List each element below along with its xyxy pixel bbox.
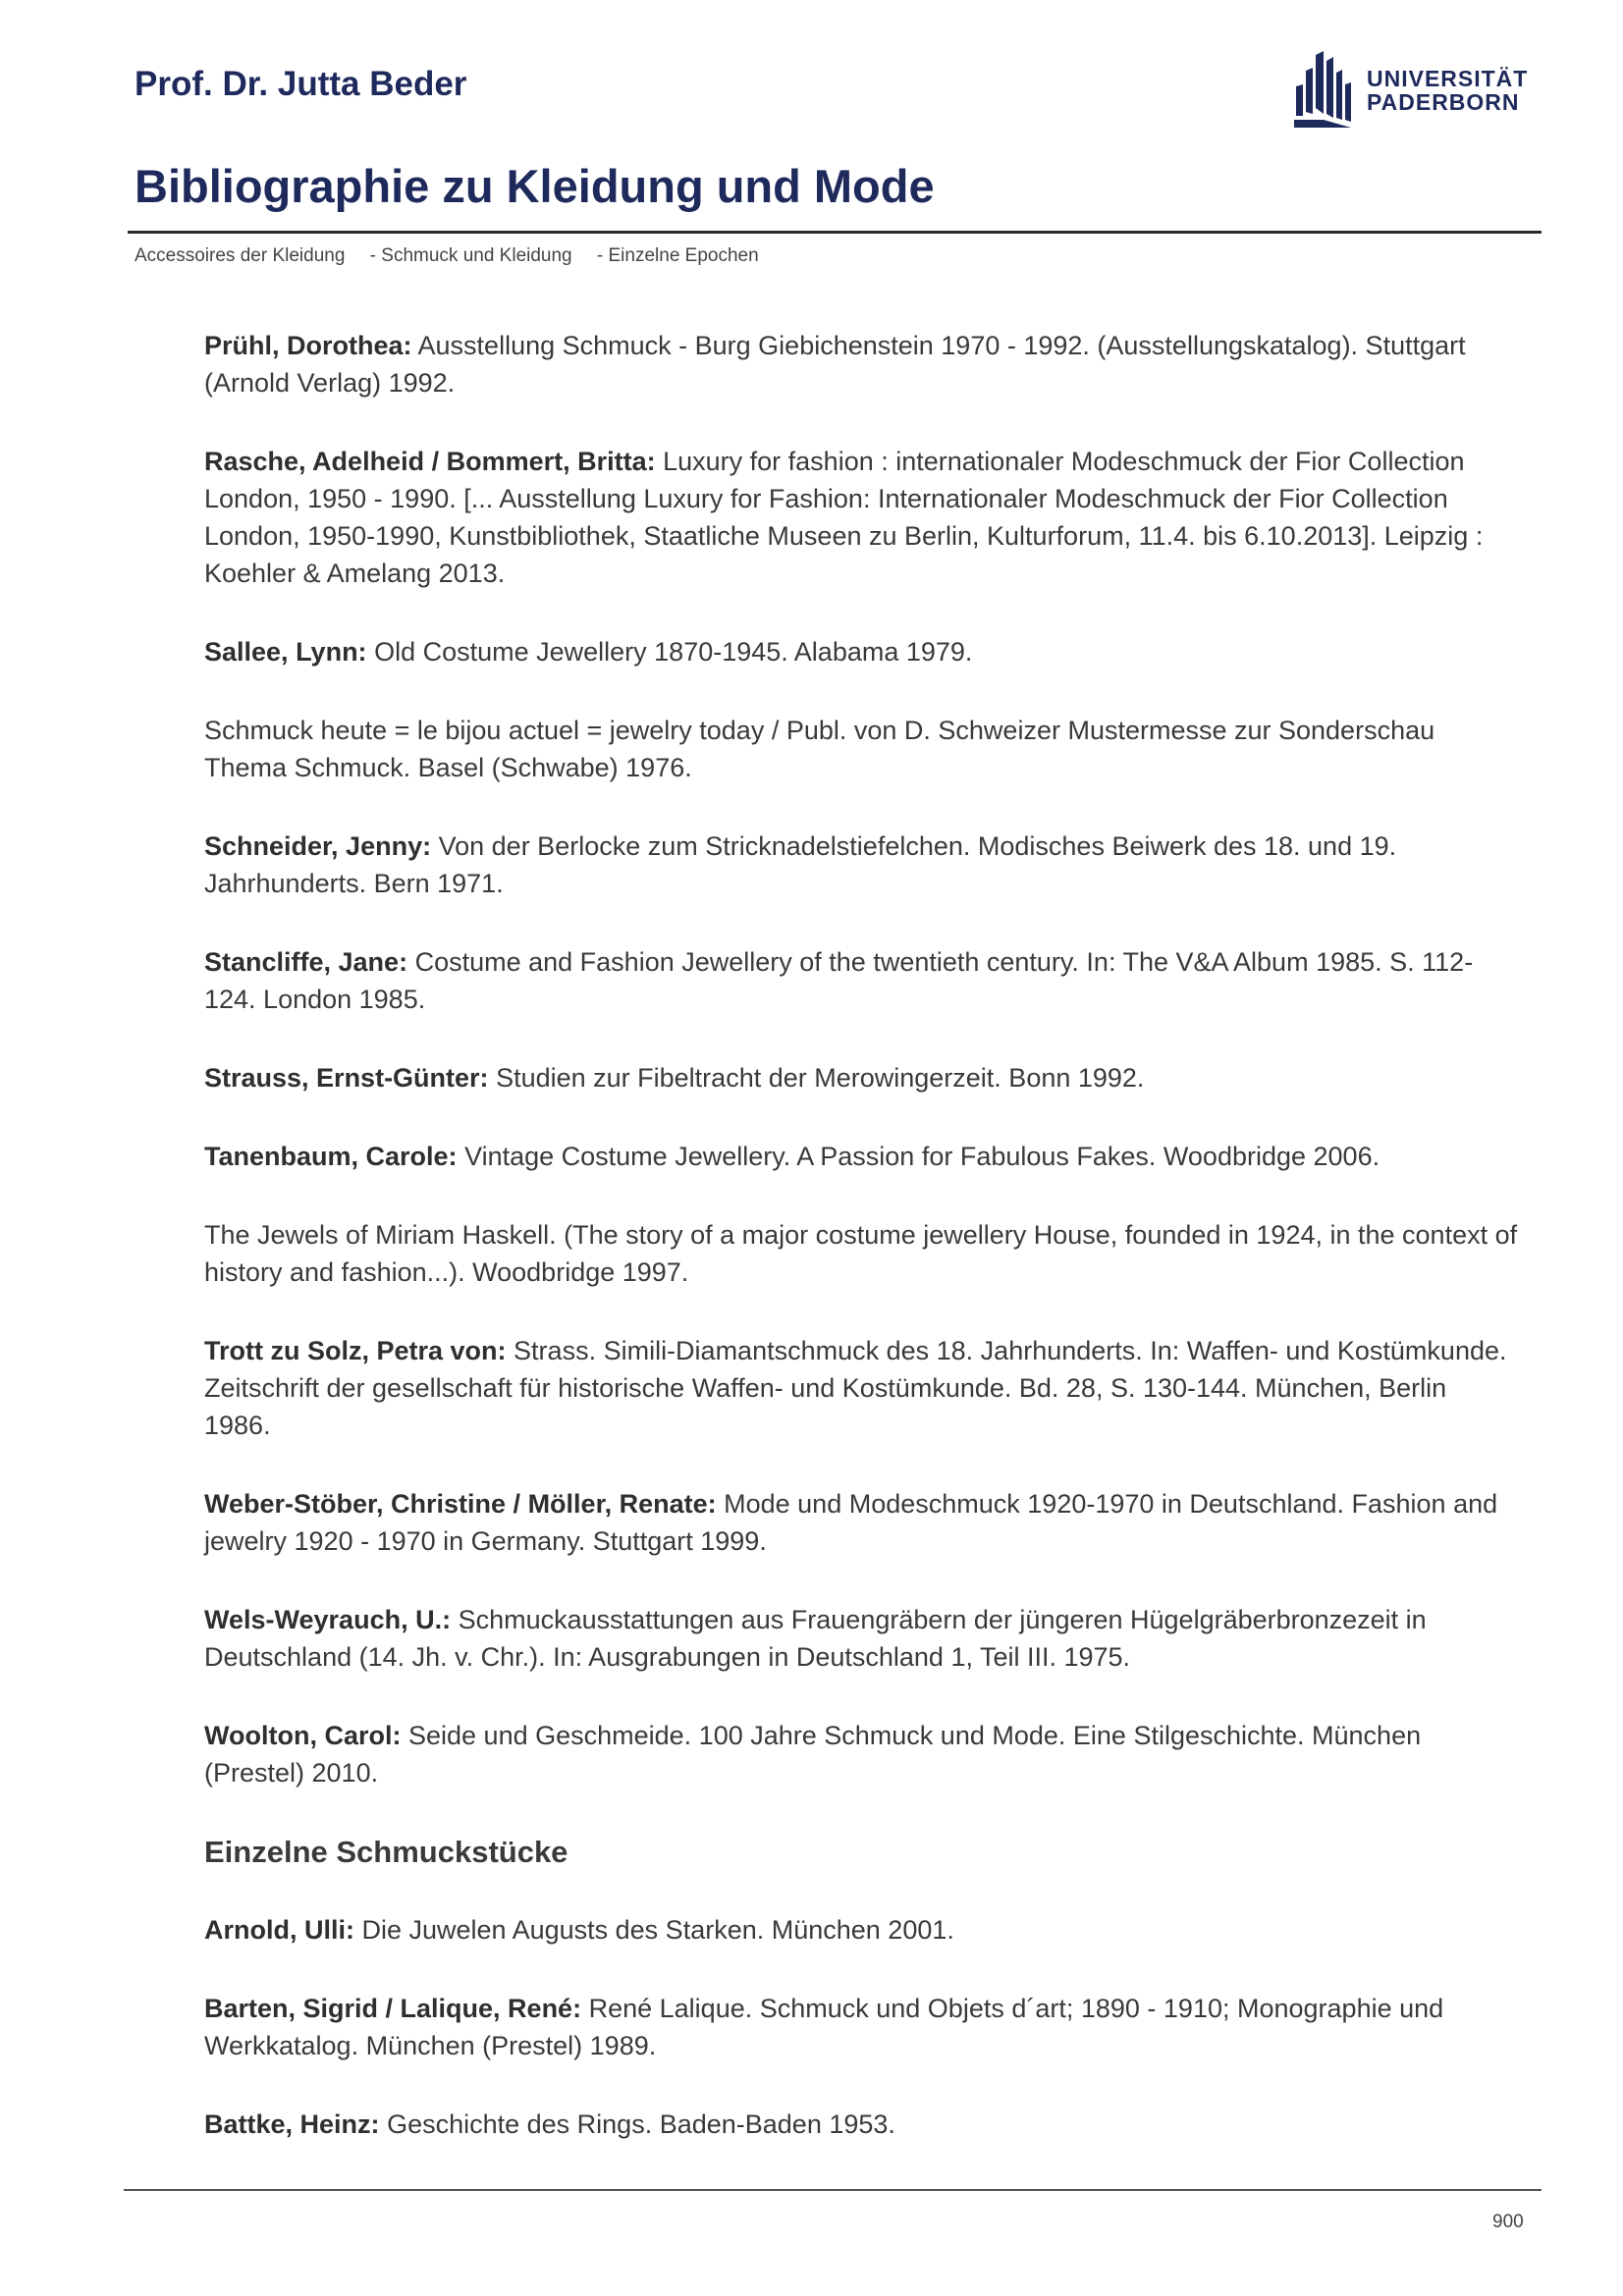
entry-text: Luxury for fashion : internationaler Modeschmuck der Fior Collection London, 1950 - 1990. [... Ausstellung Luxury for Fashion: Internationaler Modeschmuck der Fior Collection London, 1950-1990, Kunstbibliothek, Staatliche Museen zu Berlin, Kulturforum, 11.4. bis 6.10.2013]. Leipzig : Koehler & Amelang 2013.: [204, 447, 1484, 588]
entry-text: Vintage Costume Jewellery. A Passion for Fabulous Fakes. Woodbridge 2006.: [464, 1142, 1380, 1171]
entry-author: Weber-Stöber, Christine / Möller, Renate:: [204, 1489, 717, 1519]
entry-author: Prühl, Dorothea:: [204, 331, 412, 360]
author-name: Prof. Dr. Jutta Beder: [135, 65, 467, 103]
entry-text: Schmuckausstattungen aus Frauengräbern der jüngeren Hügelgräberbronzezeit in Deutschland (14. Jh. v. Chr.). In: Ausgrabungen in Deutschland 1, Teil III. 1975.: [204, 1605, 1427, 1672]
entry-author: Barten, Sigrid / Lalique, René:: [204, 1994, 582, 2023]
bibliography-entry: [204, 1485, 1520, 1560]
bibliography-entry: [204, 828, 1520, 902]
bibliography-entry: [204, 443, 1520, 592]
entry-text: Costume and Fashion Jewellery of the twentieth century. In: The V&A Album 1985. S. 112-124. London 1985.: [204, 947, 1474, 1014]
entry-text: Die Juwelen Augusts des Starken. München 2001.: [361, 1915, 954, 1945]
breadcrumb: [135, 245, 779, 267]
page-number: 900: [1492, 2212, 1524, 2232]
document-title: Bibliographie zu Kleidung und Mode: [135, 160, 935, 212]
university-logo: [1294, 51, 1530, 130]
bibliography-entry: [204, 1216, 1520, 1291]
entry-text: Schmuck heute = le bijou actuel = jewelry today / Publ. von D. Schweizer Mustermesse zur Sonderschau Thema Schmuck. Basel (Schwabe) 1976.: [204, 716, 1435, 782]
entry-author: Tanenbaum, Carole:: [204, 1142, 458, 1171]
section-heading: Einzelne Schmuckstücke: [204, 1835, 568, 1869]
header-divider: [128, 231, 1542, 234]
logo-line-2: PADERBORN: [1367, 89, 1520, 115]
entry-author: Woolton, Carol:: [204, 1721, 402, 1750]
entry-text: René Lalique. Schmuck und Objets d´art; 1890 - 1910; Monographie und Werkkatalog. München (Prestel) 1989.: [204, 1994, 1444, 2060]
entry-author: Trott zu Solz, Petra von:: [204, 1336, 507, 1365]
breadcrumb-item: - Schmuck und Kleidung: [369, 245, 572, 266]
bibliography-list: [204, 327, 1520, 2184]
bibliography-entry: [204, 1059, 1520, 1096]
bibliography-entry: [204, 633, 1520, 670]
bibliography-entry: [204, 943, 1520, 1018]
entry-text: The Jewels of Miriam Haskell. (The story of a major costume jewellery House, founded in 1924, in the context of history and fashion...). Woodbridge 1997.: [204, 1220, 1518, 1287]
logo-line-1: UNIVERSITÄT: [1367, 66, 1529, 91]
entry-text: Ausstellung Schmuck - Burg Giebichenstein 1970 - 1992. (Ausstellungskatalog). Stuttgart (Arnold Verlag) 1992.: [204, 331, 1466, 398]
bibliography-entry: [204, 1911, 1520, 1949]
bibliography-entry: [204, 1138, 1520, 1175]
bibliography-entry: [204, 712, 1520, 786]
entry-text: Strass. Simili-Diamantschmuck des 18. Jahrhunderts. In: Waffen- und Kostümkunde. Zeitschrift der gesellschaft für historische Waffen- und Kostümkunde. Bd. 28, S. 130-144. München, Berlin 1986.: [204, 1336, 1507, 1440]
entry-text: Geschichte des Rings. Baden-Baden 1953.: [387, 2109, 895, 2139]
footer-divider: [124, 2189, 1542, 2191]
bibliography-entry: [204, 1717, 1520, 1791]
entry-author: Wels-Weyrauch, U.:: [204, 1605, 452, 1634]
breadcrumb-item: Accessoires der Kleidung: [135, 245, 346, 266]
entry-author: Strauss, Ernst-Günter:: [204, 1063, 489, 1093]
entry-author: Rasche, Adelheid / Bommert, Britta:: [204, 447, 656, 476]
entry-text: Studien zur Fibeltracht der Merowingerzeit. Bonn 1992.: [496, 1063, 1145, 1093]
bibliography-entry: [204, 327, 1520, 401]
bibliography-entry: [204, 1601, 1520, 1676]
entry-text: Old Costume Jewellery 1870-1945. Alabama 1979.: [374, 637, 973, 667]
logo-wordmark: [1367, 67, 1528, 114]
entry-author: Battke, Heinz:: [204, 2109, 380, 2139]
entry-author: Arnold, Ulli:: [204, 1915, 354, 1945]
university-paderborn-logo-icon: [1294, 51, 1355, 130]
bibliography-entry: [204, 1332, 1520, 1444]
bibliography-entry: [204, 2106, 1520, 2143]
entry-text: Mode und Modeschmuck 1920-1970 in Deutschland. Fashion and jewelry 1920 - 1970 in Germany. Stuttgart 1999.: [204, 1489, 1498, 1556]
entry-author: Stancliffe, Jane:: [204, 947, 408, 977]
entry-text: Von der Berlocke zum Stricknadelstiefelchen. Modisches Beiwerk des 18. und 19. Jahrhunderts. Bern 1971.: [204, 831, 1397, 898]
bibliography-entry: [204, 1990, 1520, 2064]
entry-author: Schneider, Jenny:: [204, 831, 432, 861]
entry-author: Sallee, Lynn:: [204, 637, 367, 667]
breadcrumb-item: - Einzelne Epochen: [596, 245, 759, 266]
entry-text: Seide und Geschmeide. 100 Jahre Schmuck und Mode. Eine Stilgeschichte. München (Prestel) 2010.: [204, 1721, 1422, 1788]
